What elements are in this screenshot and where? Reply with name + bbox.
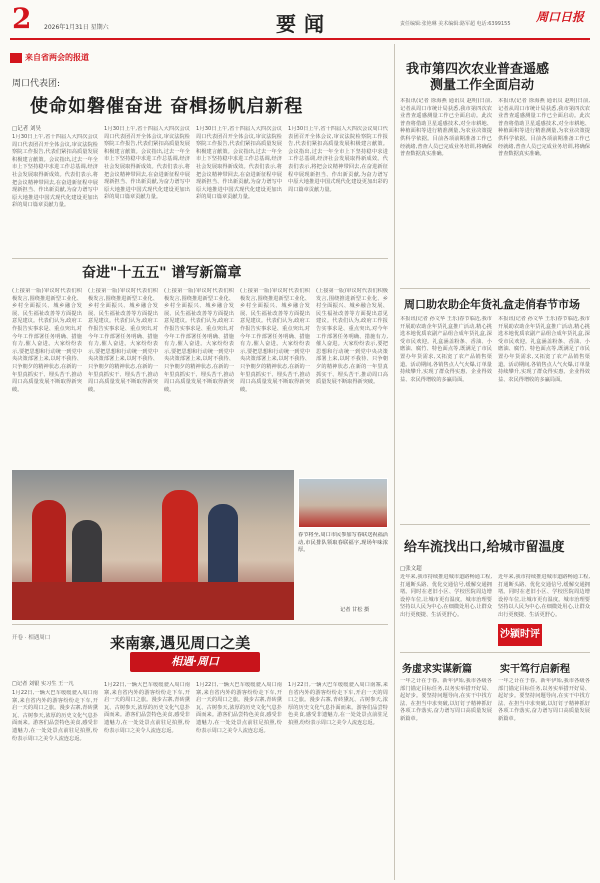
bottom-col-3: 1月22日,一辆大巴车缓缓驶入周口南寨,来自省内外的游客纷纷走下车,开启一天的周口之旅。漫步古寨,青砖黛瓦、古树参天,浓厚的历史文化气息扑面而来。游客们品尝特色美食,感受非遗魅力,在一处处景点前驻足拍照,纷纷表示周口之美令人流连忘返。 (196, 682, 282, 734)
byline: □记者 刘昊 (12, 126, 41, 132)
bottom-right-headline-left: 务虚求实谋新篇 (402, 664, 472, 675)
column-label-box (498, 624, 590, 646)
bottom-right-col-1: 一年之计在于春。新年伊始,我市各级各部门锚定目标任务,以务实举措开好局、起好步。要坚持问题导向,在实干中找方法、在担当中求突破,以钉钉子精神抓好各项工作落实,奋力谱写周口高质量发展新篇章。 (400, 678, 492, 722)
bottom-headline: 来南寨,遇见周口之美 (110, 634, 251, 652)
bottom-col-2: 1月22日,一辆大巴车缓缓驶入周口南寨,来自省内外的游客纷纷走下车,开启一天的周口之旅。漫步古寨,青砖黛瓦、古树参天,浓厚的历史文化气息扑面而来。游客们品尝特色美食,感受非遗魅力,在一处处景点前驻足拍照,纷纷表示周口之美令人流连忘返。 (104, 682, 190, 734)
right-lower-headline: 给车流找出口,给城市留温度 (404, 540, 565, 555)
right-headline-line2: 测量工作全面启动 (430, 78, 535, 93)
paper-logo: 周口日报 (536, 10, 585, 24)
subhead: 周口代表团: (12, 79, 61, 89)
quote-col-3: (上接第一版)审议时代表们积极发言,围绕推进新型工业化、乡村全面振兴、城乡融合发展、民生福祉改善等方面提出意见建议。代表们认为,政府工作报告实事求是、重点突出,对今年工作部署任务明确、措施有力,催人奋进。大家纷纷表示,要把思想和行动统一到党中央决策部署上来,以时不我待、只争朝夕的精神状态,在新的一年里真抓实干、埋头苦干,推动周口高质量发展不断取得新突破。 (164, 288, 234, 393)
article-col-2: 1月30日上午,省十四届人大四次会议周口代表团召开全体会议,审议法院检察院工作报告,代表们紧扣高质量发展积极建言献策。会议指出,过去一年全市上下坚持稳中求进工作总基调,经济社会发展取得新成效。代表们表示,将把会议精神带回去,在奋进新征程中展现新担当、作出新贡献,为奋力谱写中原大地推进中国式现代化建设更加出彩的周口篇章贡献力量。 (104, 126, 190, 201)
inset-photo (298, 478, 388, 528)
quote-col-5: (上接第一版)审议时代表们积极发言,围绕推进新型工业化、乡村全面振兴、城乡融合发展、民生福祉改善等方面提出意见建议。代表们认为,政府工作报告实事求是、重点突出,对今年工作部署任务明确、措施有力,催人奋进。大家纷纷表示,要把思想和行动统一到党中央决策部署上来,以时不我待、只争朝夕的精神状态,在新的一年里真抓实干、埋头苦干,推动周口高质量发展不断取得新突破。 (316, 288, 388, 386)
divider (12, 258, 388, 259)
section-title: 要闻 (276, 12, 332, 36)
masthead (0, 0, 600, 40)
photo-caption: 春节将至,周口市民参加写春联送祝福活动,市民排队领取春联福字,现场年味浓厚。 (298, 532, 388, 554)
right-mid-col-2: 本报讯(记者 孙文华 王乐)春节临近,我市开展助农助企年货礼盒推广活动,精心挑选本地优质农副产品组合成年货礼盒,深受市民欢迎。礼盒涵盖粉条、香油、小磨油、腐竹、特色面点等,既满足了市民置办年货需求,又拓宽了农产品销售渠道。活动期间,各销售点人气火爆,订单量持续攀升,实现了群众得实惠、企业得效益、农民得增收的多赢局面。 (498, 316, 590, 383)
right-lower-byline: □张文超 (400, 566, 422, 572)
date-line: 2026年1月31日 星期六 (44, 24, 109, 31)
editor-line: 责任编辑:张艳琳 美术编辑:路军超 电话:6399155 (400, 21, 511, 27)
quote-heading: 奋进"十五五" 谱写新篇章 (82, 265, 242, 281)
bottom-right-col-2: 一年之计在于春。新年伊始,我市各级各部门锚定目标任务,以务实举措开好局、起好步。要坚持问题导向,在实干中找方法、在担当中求突破,以钉钉子精神抓好各项工作落实,奋力谱写周口高质量发展新篇章。 (498, 678, 590, 722)
article-col-1: 1月30日上午,省十四届人大四次会议周口代表团召开全体会议,审议法院检察院工作报告,代表们紧扣高质量发展积极建言献策。会议指出,过去一年全市上下坚持稳中求进工作总基调,经济社会发展取得新成效。代表们表示,将把会议精神带回去,在奋进新征程中展现新担当、作出新贡献,为奋力谱写中原大地推进中国式现代化建设更加出彩的周口篇章贡献力量。 (12, 134, 98, 209)
column-tag: 来自省两会的报道 (25, 53, 89, 62)
quote-col-2: (上接第一版)审议时代表们积极发言,围绕推进新型工业化、乡村全面振兴、城乡融合发展、民生福祉改善等方面提出意见建议。代表们认为,政府工作报告实事求是、重点突出,对今年工作部署任务明确、措施有力,催人奋进。大家纷纷表示,要把思想和行动统一到党中央决策部署上来,以时不我待、只争朝夕的精神状态,在新的一年里真抓实干、埋头苦干,推动周口高质量发展不断取得新突破。 (88, 288, 158, 393)
bottom-column-tag: 开卷 · 相遇周口 (12, 635, 51, 641)
divider (400, 524, 590, 525)
bottom-right-headline-right: 实干笃行启新程 (500, 664, 570, 675)
right-mid-headline: 周口助农助企年货礼盒走俏春节市场 (404, 298, 580, 311)
right-top-col-1: 本报讯(记者 徐海燕 通讯员 赵明)日前,记者从周口市统计局获悉,我市第四次农业普查遥感测量工作已全面启动。此次普查将借助卫星遥感技术,对全市耕地、种植面积等进行精准测量,为农业决策提供科学依据。目前各项前期准备工作已经就绪,普查人员已完成业务培训,将确保普查数据真实准确。 (400, 98, 492, 158)
main-photo (12, 470, 294, 620)
bottom-byline: □记者 刘银 实习生 王一凡 (12, 681, 74, 687)
article-col-3: 1月30日上午,省十四届人大四次会议周口代表团召开全体会议,审议法院检察院工作报告,代表们紧扣高质量发展积极建言献策。会议指出,过去一年全市上下坚持稳中求进工作总基调,经济社会发展取得新成效。代表们表示,将把会议精神带回去,在奋进新征程中展现新担当、作出新贡献,为奋力谱写中原大地推进中国式现代化建设更加出彩的周口篇章贡献力量。 (196, 126, 282, 201)
main-headline: 使命如磐催奋进 奋楫扬帆启新程 (30, 96, 304, 117)
quote-col-1: (上接第一版)审议时代表们积极发言,围绕推进新型工业化、乡村全面振兴、城乡融合发展、民生福祉改善等方面提出意见建议。代表们认为,政府工作报告实事求是、重点突出,对今年工作部署任务明确、措施有力,催人奋进。大家纷纷表示,要把思想和行动统一到党中央决策部署上来,以时不我待、只争朝夕的精神状态,在新的一年里真抓实干、埋头苦干,推动周口高质量发展不断取得新突破。 (12, 288, 82, 393)
right-mid-col-1: 本报讯(记者 孙文华 王乐)春节临近,我市开展助农助企年货礼盒推广活动,精心挑选本地优质农副产品组合成年货礼盒,深受市民欢迎。礼盒涵盖粉条、香油、小磨油、腐竹、特色面点等,既满足了市民置办年货需求,又拓宽了农产品销售渠道。活动期间,各销售点人气火爆,订单量持续攀升,实现了群众得实惠、企业得效益、农民得增收的多赢局面。 (400, 316, 492, 383)
quote-col-4: (上接第一版)审议时代表们积极发言,围绕推进新型工业化、乡村全面振兴、城乡融合发展、民生福祉改善等方面提出意见建议。代表们认为,政府工作报告实事求是、重点突出,对今年工作部署任务明确、措施有力,催人奋进。大家纷纷表示,要把思想和行动统一到党中央决策部署上来,以时不我待、只争朝夕的精神状态,在新的一年里真抓实干、埋头苦干,推动周口高质量发展不断取得新突破。 (240, 288, 310, 393)
right-lower-col-2: 近年来,我市持续推进城市道路畅通工程,打通断头路、优化交通信号,缓解交通拥堵。同时在老旧小区、学校医院周边增设停车位,让城市更有温度。城市治理要坚持以人民为中心,在细微处用心,让群众出行更便捷、生活更舒心。 (498, 574, 590, 618)
column-divider (394, 44, 395, 880)
tag-icon (10, 53, 22, 63)
column-tag-bar (10, 52, 390, 64)
divider (400, 652, 590, 653)
right-lower-col-1: 近年来,我市持续推进城市道路畅通工程,打通断头路、优化交通信号,缓解交通拥堵。同时在老旧小区、学校医院周边增设停车位,让城市更有温度。城市治理要坚持以人民为中心,在细微处用心,让群众出行更便捷、生活更舒心。 (400, 574, 492, 618)
banner-text: 相遇·周口 (171, 655, 219, 668)
right-top-col-2: 本报讯(记者 徐海燕 通讯员 赵明)日前,记者从周口市统计局获悉,我市第四次农业普查遥感测量工作已全面启动。此次普查将借助卫星遥感技术,对全市耕地、种植面积等进行精准测量,为农业决策提供科学依据。目前各项前期准备工作已经就绪,普查人员已完成业务培训,将确保普查数据真实准确。 (498, 98, 590, 158)
photo-table (12, 582, 294, 620)
photo-credit: 记者 甘松 摄 (340, 607, 370, 613)
right-headline-line1: 我市第四次农业普查遥感 (406, 62, 550, 77)
divider (12, 624, 388, 625)
bottom-banner (130, 652, 260, 672)
divider (400, 288, 590, 289)
bottom-col-4: 1月22日,一辆大巴车缓缓驶入周口南寨,来自省内外的游客纷纷走下车,开启一天的周口之旅。漫步古寨,青砖黛瓦、古树参天,浓厚的历史文化气息扑面而来。游客们品尝特色美食,感受非遗魅力,在一处处景点前驻足拍照,纷纷表示周口之美令人流连忘返。 (288, 682, 388, 726)
column-label: 沙颍时评 (498, 624, 542, 646)
page-number: 2 (12, 2, 32, 35)
masthead-divider (10, 38, 590, 40)
article-col-4: 1月30日上午,省十四届人大四次会议周口代表团召开全体会议,审议法院检察院工作报告,代表们紧扣高质量发展积极建言献策。会议指出,过去一年全市上下坚持稳中求进工作总基调,经济社会发展取得新成效。代表们表示,将把会议精神带回去,在奋进新征程中展现新担当、作出新贡献,为奋力谱写中原大地推进中国式现代化建设更加出彩的周口篇章贡献力量。 (288, 126, 388, 193)
bottom-col-1: 1月22日,一辆大巴车缓缓驶入周口南寨,来自省内外的游客纷纷走下车,开启一天的周口之旅。漫步古寨,青砖黛瓦、古树参天,浓厚的历史文化气息扑面而来。游客们品尝特色美食,感受非遗魅力,在一处处景点前驻足拍照,纷纷表示周口之美令人流连忘返。 (12, 690, 98, 742)
